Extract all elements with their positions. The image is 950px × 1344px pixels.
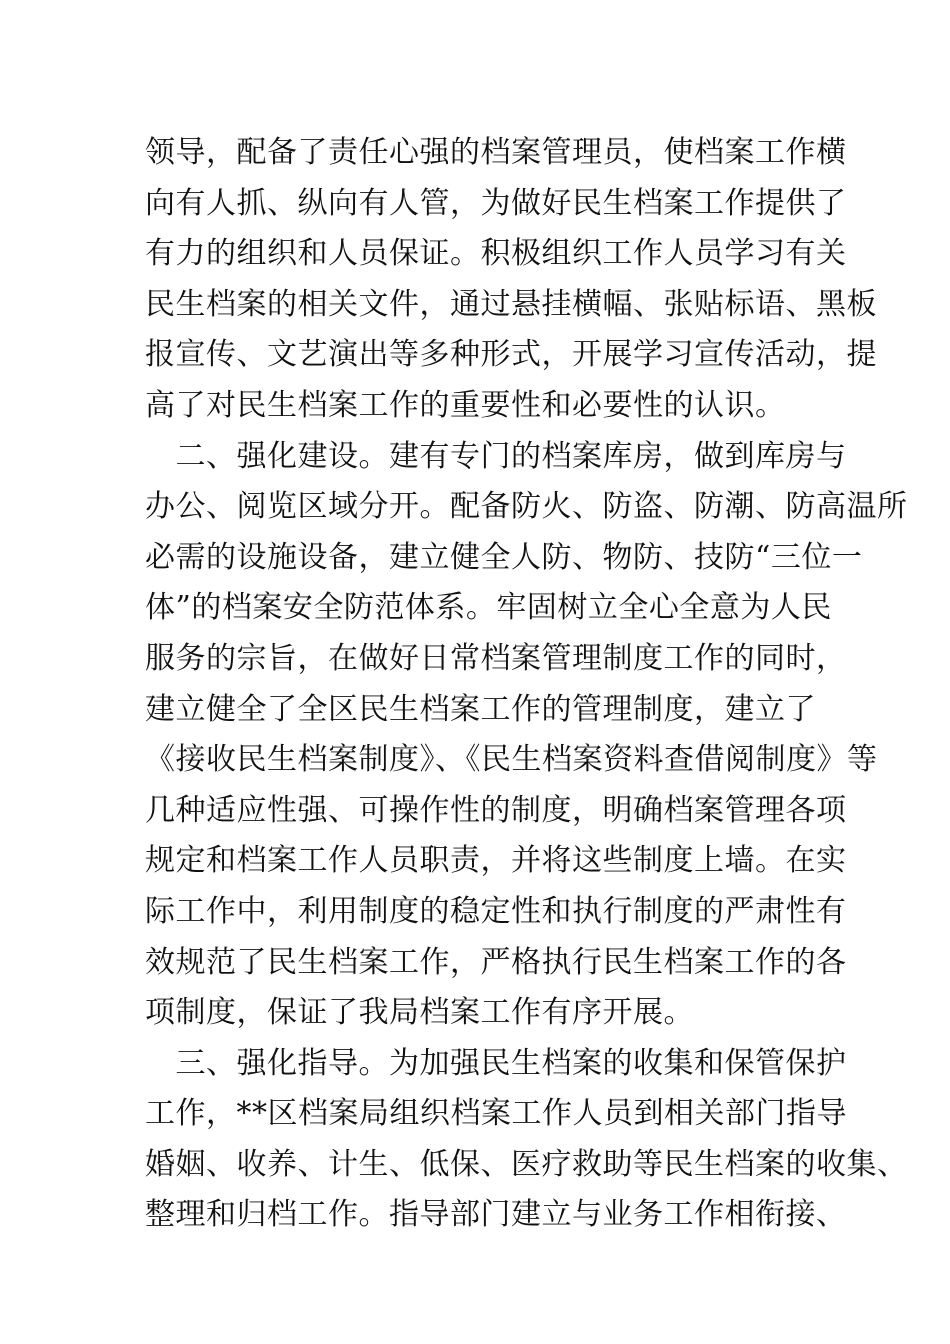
text-line: 建立健全了全区民生档案工作的管理制度，建立了: [145, 691, 816, 727]
text-line: 《接收民生档案制度》、《民生档案资料查借阅制度》等: [145, 742, 878, 778]
paragraph-start-line: 二、强化建设。建有专门的档案库房，做到库房与: [145, 438, 847, 474]
text-line: 服务的宗旨，在做好日常档案管理制度工作的同时，: [145, 640, 847, 676]
text-line: 体”的档案安全防范体系。牢固树立全心全意为人民: [145, 590, 832, 626]
text-line: 民生档案的相关文件，通过悬挂横幅、张贴标语、黑板: [145, 286, 877, 322]
text-line: 项制度，保证了我局档案工作有序开展。: [145, 995, 694, 1031]
text-line: 效规范了民生档案工作，严格执行民生档案工作的各: [145, 944, 847, 980]
text-line: 几种适应性强、可操作性的制度，明确档案管理各项: [145, 792, 847, 828]
text-line: 高了对民生档案工作的重要性和必要性的认识。: [145, 387, 786, 423]
text-line: 办公、阅览区域分开。配备防火、防盗、防潮、防高温所: [145, 489, 908, 525]
text-line: 工作，**区档案局组织档案工作人员到相关部门指导: [145, 1096, 847, 1132]
text-line: 报宣传、文艺演出等多种形式，开展学习宣传活动，提: [145, 337, 877, 373]
text-line: 领导，配备了责任心强的档案管理员，使档案工作横: [145, 135, 847, 170]
text-line: 必需的设施设备，建立健全人防、物防、技防“三位一: [145, 539, 863, 575]
text-line: 规定和档案工作人员职责，并将这些制度上墙。在实: [145, 843, 847, 879]
text-line: 整理和归档工作。指导部门建立与业务工作相衔接、: [145, 1197, 847, 1233]
text-line: 婚姻、收养、计生、低保、医疗救助等民生档案的收集、: [145, 1146, 908, 1182]
text-line: 际工作中，利用制度的稳定性和执行制度的严肃性有: [145, 893, 847, 929]
body-text: [145, 128, 908, 1241]
paragraph-start-line: 三、强化指导。为加强民生档案的收集和保管保护: [145, 1045, 847, 1081]
text-line: 向有人抓、纵向有人管，为做好民生档案工作提供了: [145, 185, 847, 221]
text-line: 有力的组织和人员保证。积极组织工作人员学习有关: [145, 236, 847, 272]
